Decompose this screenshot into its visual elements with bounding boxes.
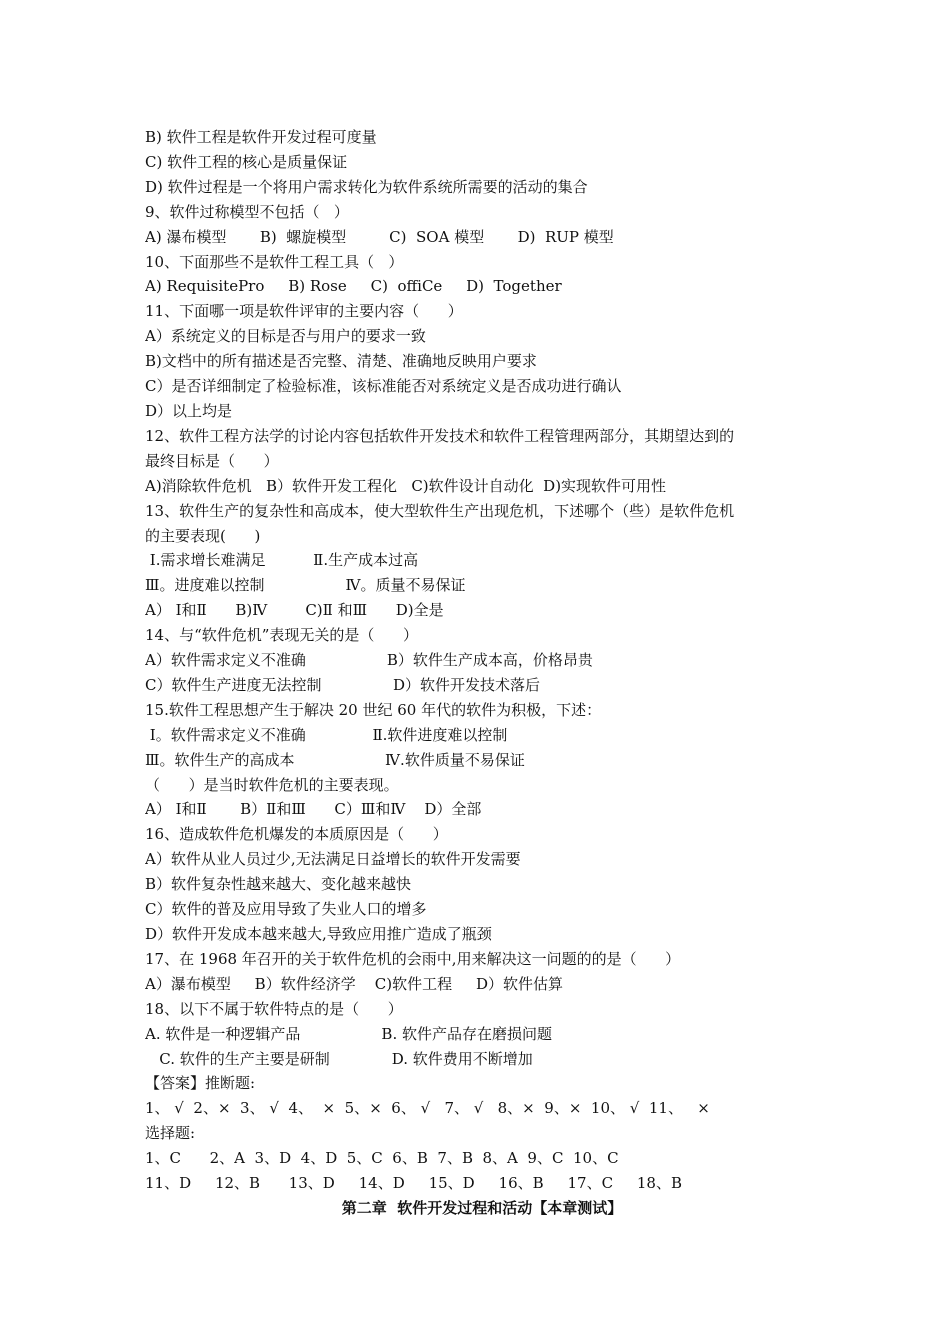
option-line: A）系统定义的目标是否与用户的要求一致 (145, 327, 426, 346)
option-line: C）软件生产进度无法控制 D）软件开发技术落后 (145, 675, 541, 694)
option-line: D）以上均是 (145, 401, 233, 420)
question-line: 的主要表现( ) (145, 526, 261, 545)
option-line: A)消除软件危机 B）软件开发工程化 C)软件设计自动化 D)实现软件可用性 (145, 476, 667, 495)
answer-line: 1、C 2、A 3、D 4、D 5、C 6、B 7、B 8、A 9、C 10、C (145, 1149, 619, 1168)
question-line: （ ）是当时软件危机的主要表现。 (145, 775, 399, 794)
statement-line: Ⅲ。进度难以控制 Ⅳ。质量不易保证 (145, 576, 466, 595)
question-line: 18、以下不属于软件特点的是（ ） (145, 999, 403, 1018)
option-line: A）瀑布模型 B）软件经济学 C)软件工程 D）软件估算 (145, 974, 563, 993)
question-line: 13、软件生产的复杂性和高成本，使大型软件生产出现危机，下述哪个（些）是软件危机 (145, 501, 735, 520)
option-line: B)文档中的所有描述是否完整、清楚、准确地反映用户要求 (145, 352, 537, 371)
question-line: 9、软件过称模型不包括（ ） (145, 202, 349, 221)
option-line: A）软件从业人员过少,无法满足日益增长的软件开发需要 (145, 850, 521, 869)
answer-heading: 【答案】推断题: (145, 1074, 256, 1093)
answer-subheading: 选择题: (145, 1124, 196, 1143)
option-line: A） Ⅰ和Ⅱ B)Ⅳ C)Ⅱ 和Ⅲ D)全是 (145, 601, 444, 620)
question-line: 最终目标是（ ） (145, 451, 279, 470)
chapter-heading: 第二章 软件开发过程和活动【本章测试】 (341, 1198, 623, 1217)
answer-line: 1、 √ 2、× 3、 √ 4、 × 5、× 6、 √ 7、 √ 8、× 9、× 10、 √ 11、 × (145, 1099, 710, 1118)
option-line: C）软件的普及应用导致了失业人口的增多 (145, 900, 427, 919)
statement-line: Ⅰ.需求增长难满足 Ⅱ.生产成本过高 (145, 551, 419, 570)
option-line: B）软件复杂性越来越大、变化越来越快 (145, 875, 412, 894)
option-line: A. 软件是一种逻辑产品 B. 软件产品存在磨损问题 (145, 1024, 552, 1043)
question-line: 15.软件工程思想产生于解决 20 世纪 60 年代的软件为积极，下述： (145, 700, 602, 719)
option-line: B) 软件工程是软件开发过程可度量 (145, 128, 377, 146)
document-body (145, 125, 825, 1221)
question-line: 12、软件工程方法学的讨论内容包括软件开发技术和软件工程管理两部分，其期望达到的 (145, 426, 735, 445)
statement-line: Ⅰ。软件需求定义不准确 Ⅱ.软件进度难以控制 (145, 725, 508, 744)
question-line: 14、与“软件危机”表现无关的是（ ） (145, 626, 419, 645)
option-line: A) RequisitePro B) Rose C) offiCe D) Together (145, 277, 562, 296)
option-line: C) 软件工程的核心是质量保证 (145, 152, 348, 171)
option-line: D）软件开发成本越来越大,导致应用推广造成了瓶颈 (145, 925, 492, 943)
statement-line: Ⅲ。软件生产的高成本 Ⅳ.软件质量不易保证 (145, 750, 525, 769)
option-line: A） Ⅰ和Ⅱ B）Ⅱ和Ⅲ C）Ⅲ和Ⅳ D）全部 (145, 800, 482, 819)
answer-line: 11、D 12、B 13、D 14、D 15、D 16、B 17、C 18、B (145, 1174, 682, 1193)
question-line: 10、下面那些不是软件工程工具（ ） (145, 252, 404, 271)
question-line: 11、下面哪一项是软件评审的主要内容（ ） (145, 302, 463, 321)
option-line: C. 软件的生产主要是研制 D. 软件费用不断增加 (145, 1049, 533, 1068)
question-line: 17、在 1968 年召开的关于软件危机的会雨中,用来解决这一问题的的是（ ） (145, 949, 681, 968)
option-line: D) 软件过程是一个将用户需求转化为软件系统所需要的活动的集合 (145, 177, 588, 196)
option-line: C）是否详细制定了检验标准，该标准能否对系统定义是否成功进行确认 (145, 377, 622, 396)
question-line: 16、造成软件危机爆发的本质原因是（ ） (145, 825, 448, 844)
option-line: A) 瀑布模型 B) 螺旋模型 C) SOA 模型 D) RUP 模型 (145, 227, 614, 246)
option-line: A）软件需求定义不准确 B）软件生产成本高，价格昂贵 (145, 651, 593, 670)
